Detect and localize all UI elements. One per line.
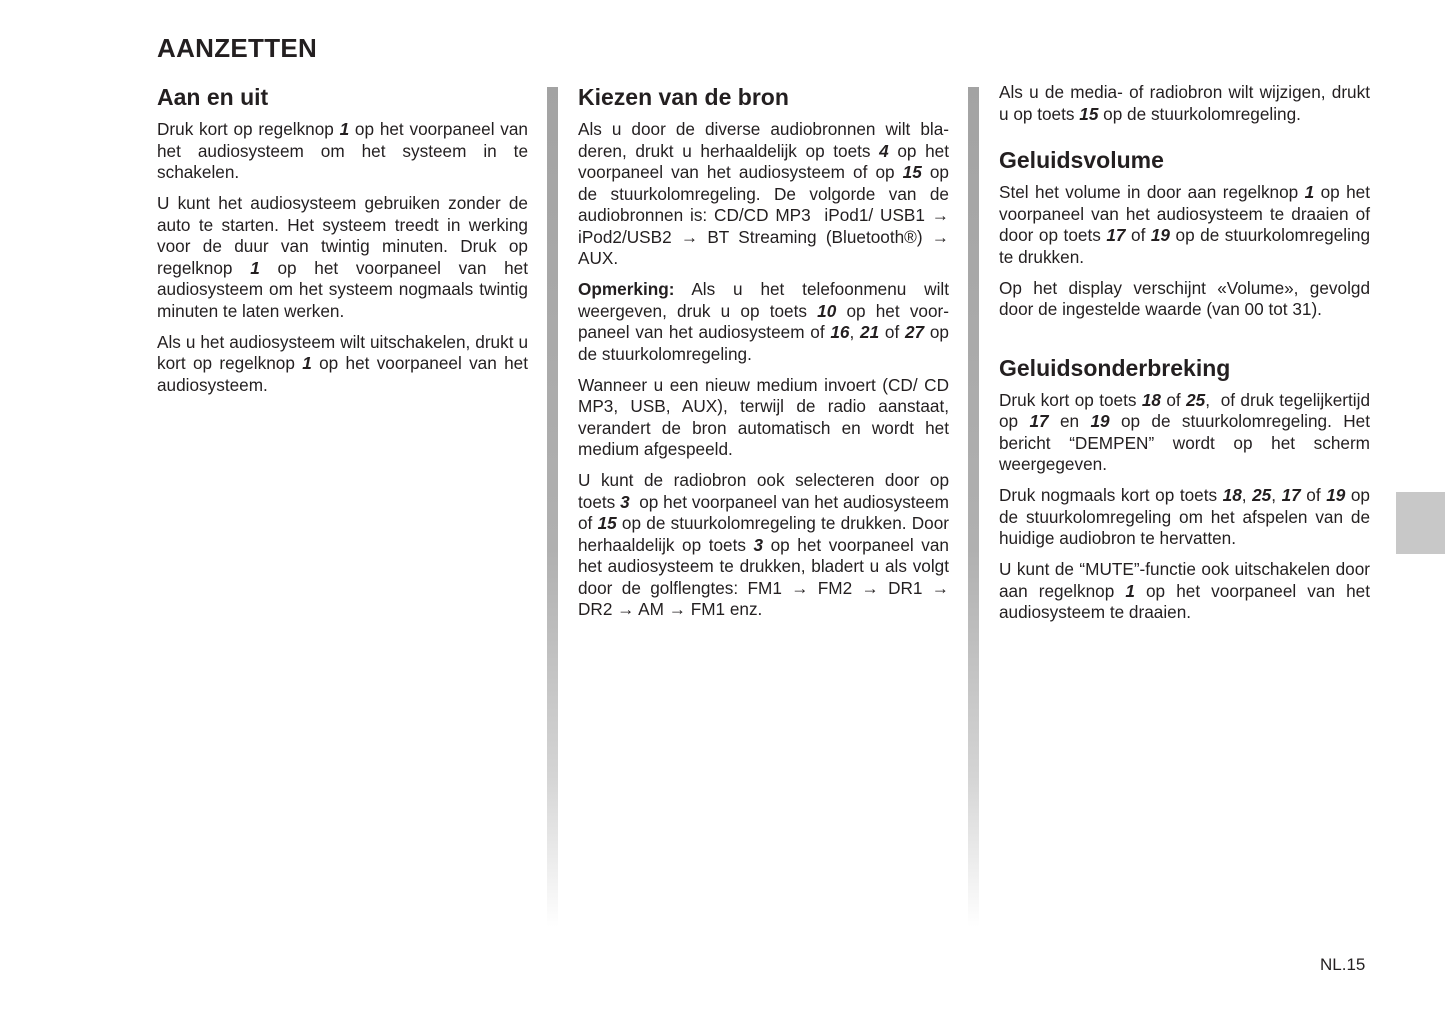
text: U kunt de “MUTE”-functie ook uitschakelen door aan regelknop	[999, 559, 1370, 601]
text: op het voorpaneel van het audiosysteem of	[578, 300, 949, 342]
chapter-thumb-tab	[1396, 492, 1445, 554]
text: Als u de media- of radiobron wilt wijzigen, drukt u op toets	[999, 82, 1370, 124]
text: en	[1048, 411, 1091, 431]
column-source	[578, 82, 949, 630]
text: of	[1125, 225, 1151, 245]
paragraph: Wanneer u een nieuw medium invoert (CD/ CD MP3, USB, AUX), terwijl de radio aanstaat, verandert de bron automatisch en wordt het medium afgespeeld.	[578, 374, 949, 459]
control-ref: 4	[879, 140, 889, 161]
text: Stel het volume in door aan regelknop	[999, 182, 1305, 202]
text: op de stuurkolomregeling te drukken. Door herhaaldelijk op toets	[578, 513, 950, 555]
paragraph	[578, 119, 949, 270]
text: op de stuurkolomregeling te drukken.	[999, 225, 1371, 267]
control-ref: 1	[339, 119, 350, 139]
paragraph	[999, 390, 1370, 476]
text: ,	[1271, 485, 1282, 505]
text: op de stuurkolomregeling. De volgorde van de audiobronnen is: CD/CD MP3 iPod1/ USB1 → iPod2/USB2 → BT Streaming (Bluetooth®) → AUX.	[578, 162, 949, 268]
paragraph	[157, 332, 528, 397]
text: op het voorpaneel van het audiosysteem of op	[578, 140, 950, 182]
text: op de stuurkolomregeling.	[1098, 103, 1301, 124]
text: op het voorpaneel van het audiosysteem te draaien.	[999, 580, 1370, 622]
text: Als u door de diverse audiobronnen wilt bladeren, drukt u herhaaldelijk op toets	[578, 119, 949, 161]
column-divider	[968, 87, 979, 927]
text: Druk kort op toets	[999, 389, 1142, 410]
column-divider	[547, 87, 558, 927]
control-ref: 17	[1029, 411, 1049, 431]
page-title: AANZETTEN	[157, 33, 318, 63]
control-ref: 19	[1150, 225, 1170, 245]
text: op de stuurkolomregeling. Het bericht “DEMPEN” wordt op het scherm weergegeven.	[999, 411, 1370, 474]
text: , of druk tegelijkertijd op	[999, 389, 1371, 431]
control-ref: 16	[830, 322, 850, 342]
note-paragraph	[578, 279, 949, 365]
text: ,	[1241, 485, 1253, 505]
text: Als u het audiosysteem wilt uitschakelen, drukt u kort op regelknop	[157, 331, 528, 373]
paragraph	[157, 193, 528, 322]
column-volume-mute	[999, 82, 1370, 633]
control-ref: 15	[1079, 103, 1099, 124]
control-ref: 17	[1106, 225, 1126, 245]
page-number: NL.15	[1320, 955, 1366, 974]
control-ref: 27	[904, 322, 925, 342]
paragraph	[999, 559, 1370, 624]
text: of	[1300, 485, 1327, 505]
control-ref: 19	[1326, 485, 1346, 505]
control-ref: 18	[1141, 389, 1161, 410]
text: of	[879, 322, 905, 342]
control-ref: 19	[1090, 411, 1110, 431]
control-ref: 15	[902, 162, 922, 182]
text: op het voorpaneel van het audiosysteem of	[578, 491, 949, 533]
text: op het voorpaneel van het audiosysteem te draaien of door op toets	[999, 182, 1370, 245]
text: op de stuurkolomregeling.	[578, 322, 949, 364]
control-ref: 1	[302, 353, 312, 373]
paragraph	[578, 470, 949, 621]
control-ref: 21	[860, 322, 880, 342]
section-heading-volume: Geluidsvolume	[999, 147, 1164, 173]
control-ref: 15	[597, 513, 617, 533]
control-ref: 1	[1125, 580, 1135, 601]
column-power	[157, 82, 528, 406]
section-heading-source: Kiezen van de bron	[578, 84, 789, 110]
paragraph	[999, 82, 1370, 125]
control-ref: 18	[1222, 485, 1242, 505]
text: ,	[849, 322, 861, 342]
control-ref: 3	[753, 534, 764, 555]
section-heading-power: Aan en uit	[157, 84, 269, 110]
section-heading-mute: Geluidsonderbreking	[999, 354, 1231, 381]
paragraph: Op het display verschijnt «Volume», gevolgd door de ingestelde waarde (van 00 tot 31).	[999, 277, 1370, 319]
text: of	[1160, 389, 1187, 410]
text: Druk kort op regelknop	[157, 119, 340, 139]
paragraph	[999, 182, 1370, 268]
text: op het voorpaneel van het audiosysteem te drukken, bladert u als volgt door de golflengtes: FM1 → FM2 → DR1 → DR2 → AM → FM1 enz.	[578, 534, 949, 619]
text: U kunt de radiobron ook selecteren door op toets	[578, 470, 949, 512]
text: Als u het telefoonmenu wilt weergeven, druk u op toets	[578, 279, 949, 321]
control-ref: 3	[620, 491, 630, 512]
text: U kunt het audiosysteem gebruiken zonder de auto te starten. Het systeem treedt in werking voor de duur van twintig minuten. Druk op regelknop	[157, 193, 528, 278]
paragraph	[157, 119, 528, 184]
control-ref: 10	[817, 300, 837, 321]
control-ref: 25	[1252, 485, 1272, 505]
control-ref: 17	[1281, 485, 1301, 505]
text: op het voorpaneel van het audiosysteem om het systeem in te schakelen.	[157, 119, 528, 182]
note-label: Opmerking:	[578, 279, 675, 299]
paragraph	[999, 485, 1370, 550]
text: Druk nogmaals kort op toets	[999, 485, 1223, 505]
text: op de stuurkolomregeling om het afspelen van de huidige audiobron te hervatten.	[999, 485, 1370, 548]
control-ref: 1	[1304, 182, 1315, 202]
control-ref: 1	[250, 257, 260, 278]
control-ref: 25	[1186, 389, 1206, 410]
text: op het voorpaneel van het audiosysteem om het systeem nogmaals twintig minuten te laten werken.	[157, 257, 528, 321]
text: op het voorpaneel van het audiosysteem.	[157, 353, 528, 395]
